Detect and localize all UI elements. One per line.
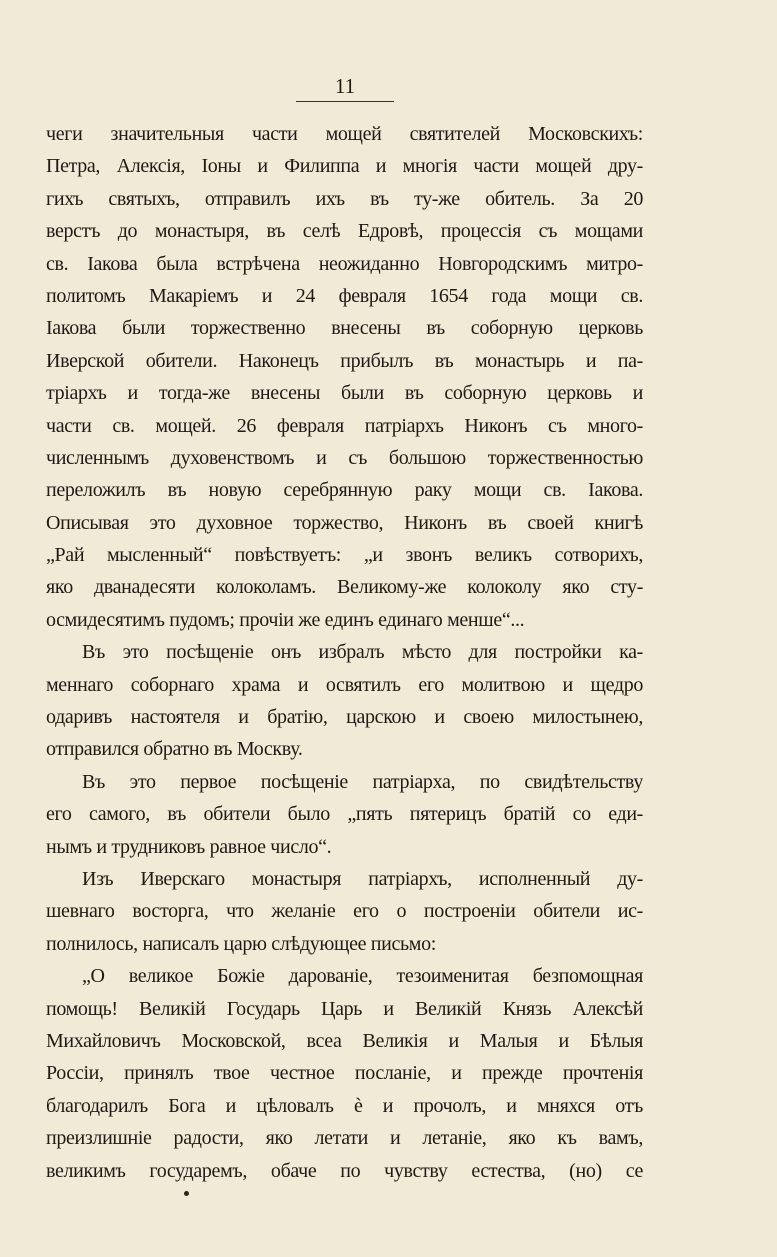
text-line: благодарилъ Бога и цѣловалъ ѐ и прочолъ, и мняхся отъ <box>46 1094 643 1117</box>
text-line: „Рай мысленный“ повѣствуетъ: „и звонъ великъ сотворихъ, <box>46 544 643 567</box>
text-line: шевнаго восторга, что желаніе его о построеніи обители ис- <box>46 900 643 923</box>
text-line: полнилось, написалъ царю слѣдующее письмо: <box>46 932 436 955</box>
text-line: политомъ Макаріемъ и 24 февраля 1654 года мощи св. <box>46 284 643 307</box>
text-line: Въ это первое посѣщеніе патріарха, по свидѣтельству <box>82 770 643 793</box>
text-line: Россіи, принялъ твое честное посланіе, и прежде прочтенія <box>46 1062 643 1085</box>
text-line: переложилъ въ новую серебрянную раку мощи св. Іакова. <box>46 479 643 502</box>
text-line: чеги значительныя части мощей святителей Московскихъ: <box>46 123 643 145</box>
ink-speck <box>184 1191 189 1196</box>
body-text <box>46 118 643 1187</box>
text-line: Михайловичъ Московской, всеа Великія и Малыя и Бѣлыя <box>46 1029 643 1052</box>
page-number-rule <box>296 101 394 102</box>
text-line: Описывая это духовное торжество, Никонъ въ своей книгѣ <box>46 511 643 534</box>
text-line: Иверской обители. Наконецъ прибылъ въ монастырь и па- <box>46 349 643 372</box>
text-line: меннаго соборнаго храма и освятилъ его молитвою и щедро <box>46 673 643 696</box>
text-line: Петра, Алексія, Іоны и Филиппа и многія части мощей дру- <box>46 155 643 178</box>
page-number: 11 <box>334 74 356 98</box>
text-line: св. Іакова была встрѣчена неожиданно Новгородскимъ митро- <box>46 252 643 275</box>
text-line: осмидесятимъ пудомъ; прочіи же единъ единаго менше“... <box>46 608 525 631</box>
text-line: его самого, въ обители было „пять пятерицъ братій со еди- <box>46 803 643 826</box>
text-line: части св. мощей. 26 февраля патріархъ Никонъ съ много- <box>46 414 643 437</box>
text-line: тріархъ и тогда-же внесены были въ соборную церковь и <box>46 382 643 405</box>
text-line: „О великое Божіе дарованіе, тезоименитая безпомощная <box>82 965 643 988</box>
text-line: одаривъ настоятеля и братію, царскою и своею милостынею, <box>46 706 643 729</box>
text-line: отправился обратно въ Москву. <box>46 738 303 761</box>
text-line: Въ это посѣщеніе онъ избралъ мѣсто для постройки ка- <box>82 641 643 664</box>
text-line: нымъ и трудниковъ равное число“. <box>46 835 332 858</box>
text-line: гихъ святыхъ, отправилъ ихъ въ ту-же обитель. За 20 <box>46 187 643 210</box>
text-line: Іакова были торжественно внесены въ соборную церковь <box>46 317 643 340</box>
text-line: верстъ до монастыря, въ селѣ Едровѣ, процессія съ мощами <box>46 220 643 243</box>
text-line: Изъ Иверскаго монастыря патріархъ, исполненный ду- <box>82 867 643 890</box>
text-line: яко дванадесяти колоколамъ. Великому-же колоколу яко сту- <box>46 576 643 599</box>
text-line: великимъ государемъ, обаче по чувству естества, (но) се <box>46 1159 643 1182</box>
text-line: численнымъ духовенствомъ и съ большою торжественностью <box>46 446 643 469</box>
text-line: помощь! Великій Государь Царь и Великій Князь Алексѣй <box>46 997 643 1020</box>
text-line: преизлишніе радости, яко летати и летаніе, яко къ вамъ, <box>46 1127 643 1150</box>
